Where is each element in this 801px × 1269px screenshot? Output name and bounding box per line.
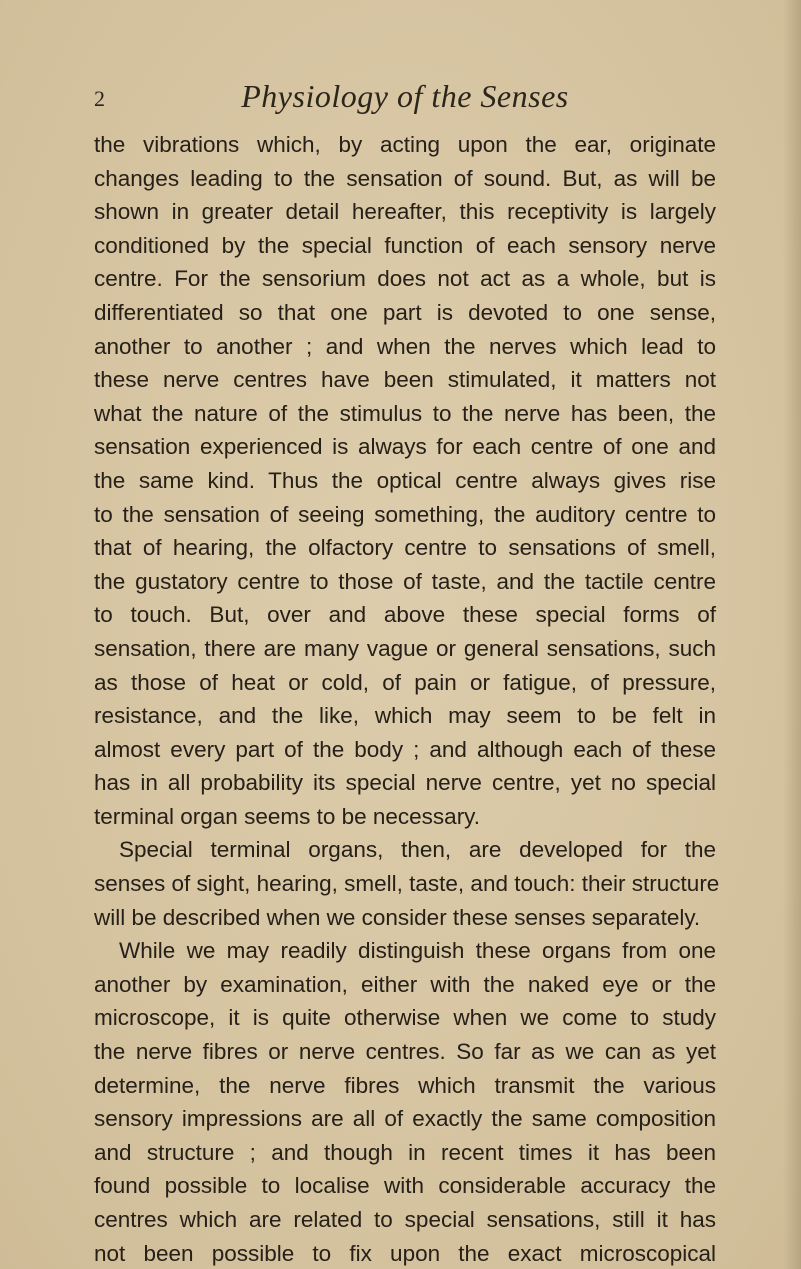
text-line: senses of sight, hearing, smell, taste, and touch: their structure: [94, 871, 720, 897]
text-line: While we may readily distinguish these organs from one: [119, 938, 716, 964]
text-line: that of hearing, the olfactory centre to sensations of smell,: [94, 535, 716, 561]
text-line: shown in greater detail hereafter, this receptivity is largely: [94, 199, 716, 225]
text-line: conditioned by the special function of each sensory nerve: [94, 232, 716, 258]
text-line: the gustatory centre to those of taste, and the tactile centre: [94, 568, 716, 594]
text-line: resistance, and the like, which may seem to be felt in: [94, 703, 716, 729]
text-line: to touch. But, over and above these special forms of: [94, 602, 716, 628]
page-number: 2: [94, 86, 105, 111]
text-line: terminal organ seems to be necessary.: [94, 803, 481, 829]
text-line: and structure ; and though in recent times it has been: [94, 1139, 716, 1165]
text-line: centre. For the sensorium does not act as a whole, but is: [94, 266, 716, 292]
text-line: changes leading to the sensation of sound. But, as will be: [94, 165, 716, 191]
text-line: sensation experienced is always for each centre of one and: [94, 434, 716, 460]
text-line: Special terminal organs, then, are developed for the: [119, 837, 716, 863]
text-line: the vibrations which, by acting upon the ear, originate: [94, 132, 716, 157]
text-line: microscope, it is quite otherwise when we come to study: [94, 1005, 716, 1031]
text-line: differentiated so that one part is devoted to one sense,: [94, 299, 716, 325]
text-line: to the sensation of seeing something, the auditory centre to: [94, 501, 716, 527]
text-line: what the nature of the stimulus to the nerve has been, the: [94, 400, 716, 426]
text-line: not been possible to fix upon the exact microscopical: [94, 1240, 716, 1266]
text-line: sensory impressions are all of exactly the same composition: [94, 1106, 716, 1132]
text-line: as those of heat or cold, of pain or fatigue, of pressure,: [94, 669, 716, 695]
text-line: will be described when we consider these senses separately.: [94, 904, 701, 930]
body-text: [94, 128, 720, 1269]
page-edge-shadow: [783, 0, 801, 1269]
text-line: these nerve centres have been stimulated, it matters not: [94, 367, 716, 393]
running-head: [94, 78, 716, 118]
text-line: has in all probability its special nerve centre, yet no special: [94, 770, 716, 796]
text-line: centres which are related to special sensations, still it has: [94, 1207, 716, 1232]
text-line: sensation, there are many vague or general sensations, such: [94, 635, 716, 661]
running-title: Physiology of the Senses: [241, 78, 569, 114]
text-line: another to another ; and when the nerves which lead to: [94, 333, 716, 359]
text-line: another by examination, either with the naked eye or the: [94, 971, 716, 997]
text-line: determine, the nerve fibres which transmit the various: [94, 1072, 716, 1098]
text-line: the nerve fibres or nerve centres. So far as we can as yet: [94, 1039, 716, 1065]
text-line: the same kind. Thus the optical centre always gives rise: [94, 467, 716, 493]
text-line: almost every part of the body ; and although each of these: [94, 736, 716, 762]
text-line: found possible to localise with considerable accuracy the: [94, 1173, 716, 1199]
